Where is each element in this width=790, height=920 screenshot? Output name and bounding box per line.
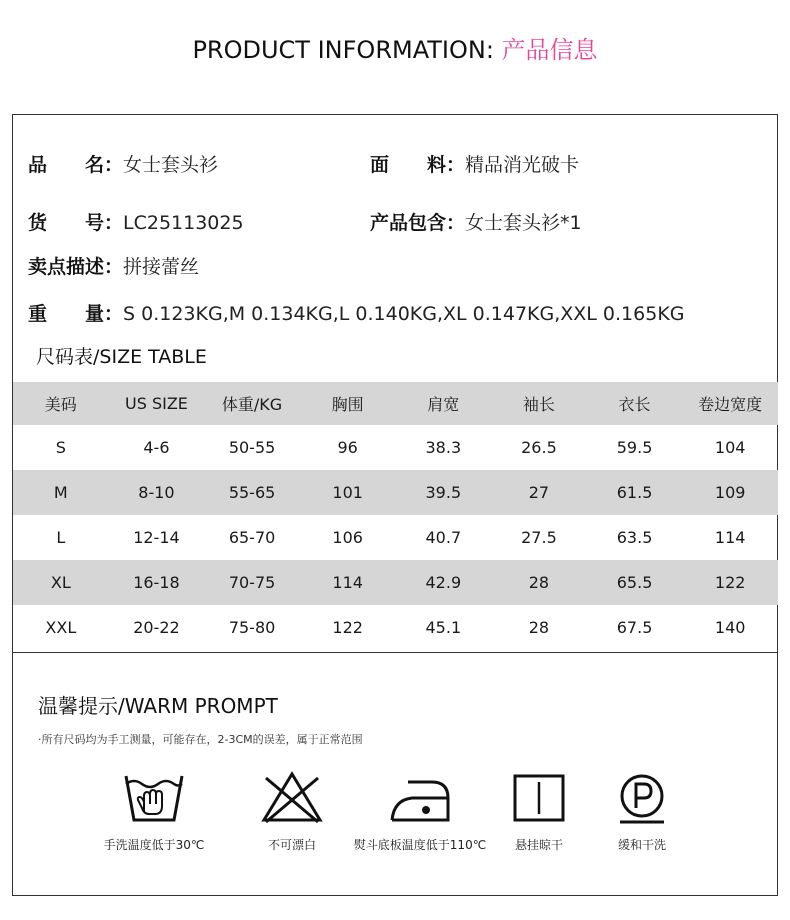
table-row: [13, 605, 778, 650]
table-cell: 42.9: [425, 573, 462, 592]
table-cell: 63.5: [616, 528, 653, 547]
page-title-en: PRODUCT INFORMATION:: [192, 36, 502, 64]
table-cell: 122: [714, 573, 746, 592]
table-cell: 27.5: [521, 528, 557, 547]
info-weight: [28, 299, 685, 326]
name-label: 品 名：: [28, 154, 124, 176]
no-bleach-label: 不可漂白: [267, 838, 316, 852]
warm-prompt-title: 温馨提示/WARM PROMPT: [38, 694, 278, 718]
care-line-dry: [486, 770, 592, 853]
table-cell: 75-80: [228, 618, 276, 637]
care-dry-clean: [592, 770, 692, 853]
table-cell: 59.5: [616, 438, 653, 457]
info-name: [28, 150, 218, 177]
name-value: 女士套头衫: [123, 154, 219, 176]
table-cell: XL: [50, 573, 71, 592]
selling-value: 拼接蕾丝: [123, 256, 200, 278]
table-row: [13, 470, 778, 515]
table-cell: 28: [528, 573, 550, 592]
hand-wash-icon: [84, 770, 224, 826]
table-cell: 4-6: [143, 438, 170, 457]
iron-low-icon: [340, 770, 500, 826]
table-cell: 61.5: [616, 483, 653, 502]
header-cell: 体重/KG: [221, 395, 283, 414]
table-cell: 27: [528, 483, 550, 502]
table-row: [13, 560, 778, 605]
table-row: [13, 515, 778, 560]
hand-wash-label: 手洗温度低于30℃: [103, 838, 205, 852]
care-hand-wash: [84, 770, 224, 853]
size-table-header-row: [13, 382, 778, 425]
header-cell: 胸围: [331, 395, 364, 414]
header-cell: 衣长: [618, 395, 651, 414]
line-dry-label: 悬挂晾干: [514, 838, 563, 852]
package-value: 女士套头衫*1: [465, 212, 582, 234]
header-cell: 袖长: [522, 395, 555, 414]
header-cell: 美码: [44, 395, 77, 414]
info-sku: [28, 208, 244, 235]
table-cell: 67.5: [616, 618, 653, 637]
table-cell: 38.3: [425, 438, 462, 457]
size-table-title: 尺码表/SIZE TABLE: [36, 346, 207, 368]
table-cell: 65-70: [228, 528, 276, 547]
weight-label: 重 量：: [28, 303, 124, 325]
selling-label: 卖点描述：: [28, 256, 124, 278]
header-cell: 肩宽: [427, 395, 460, 414]
table-row: [13, 425, 778, 470]
table-cell: 109: [714, 483, 746, 502]
table-cell: 140: [714, 618, 746, 637]
page-title: [0, 30, 790, 65]
table-cell: 39.5: [425, 483, 462, 502]
header-cell: 卷边宽度: [698, 395, 763, 414]
table-cell: 122: [332, 618, 363, 637]
table-cell: L: [56, 528, 66, 547]
table-cell: 12-14: [133, 528, 180, 547]
fabric-label: 面 料：: [370, 154, 466, 176]
header-cell: US SIZE: [124, 394, 188, 413]
table-cell: 26.5: [521, 438, 557, 457]
warm-prompt-note: ·所有尺码均为手工测量，可能存在，2-3CM的误差，属于正常范围: [38, 733, 363, 746]
gentle-dry-clean-icon: [592, 770, 692, 826]
fabric-value: 精品消光破卡: [465, 154, 580, 176]
info-fabric: [370, 150, 579, 177]
table-cell: 70-75: [228, 573, 276, 592]
sku-value: LC25113025: [123, 212, 244, 234]
table-cell: 65.5: [616, 573, 653, 592]
package-label: 产品包含：: [370, 212, 466, 234]
sku-label: 货 号：: [28, 212, 124, 234]
line-dry-icon: [486, 770, 592, 826]
page-title-cn: 产品信息: [501, 36, 598, 64]
care-iron: [340, 770, 500, 853]
table-cell: M: [53, 483, 68, 502]
table-cell: 45.1: [425, 618, 462, 637]
table-cell: 20-22: [133, 618, 180, 637]
table-cell: 8-10: [138, 483, 175, 502]
dry-clean-label: 缓和干洗: [617, 838, 666, 852]
info-selling-point: [28, 252, 199, 279]
table-cell: 55-65: [228, 483, 276, 502]
table-cell: 106: [332, 528, 363, 547]
iron-label: 熨斗底板温度低于110℃: [353, 838, 487, 852]
table-cell: 104: [714, 438, 746, 457]
table-cell: 101: [332, 483, 363, 502]
table-cell: 114: [714, 528, 746, 547]
table-cell: 28: [528, 618, 550, 637]
size-table: [13, 382, 778, 650]
table-cell: 114: [332, 573, 363, 592]
table-cell: XXL: [45, 618, 77, 637]
weight-value: S 0.123KG,M 0.134KG,L 0.140KG,XL 0.147KG,XXL 0.165KG: [123, 303, 685, 325]
info-package: [370, 208, 582, 235]
table-cell: 50-55: [228, 438, 276, 457]
table-cell: S: [55, 438, 66, 457]
table-cell: 40.7: [425, 528, 462, 547]
table-cell: 16-18: [133, 573, 180, 592]
section-divider: [12, 652, 778, 653]
table-cell: 96: [337, 438, 358, 457]
